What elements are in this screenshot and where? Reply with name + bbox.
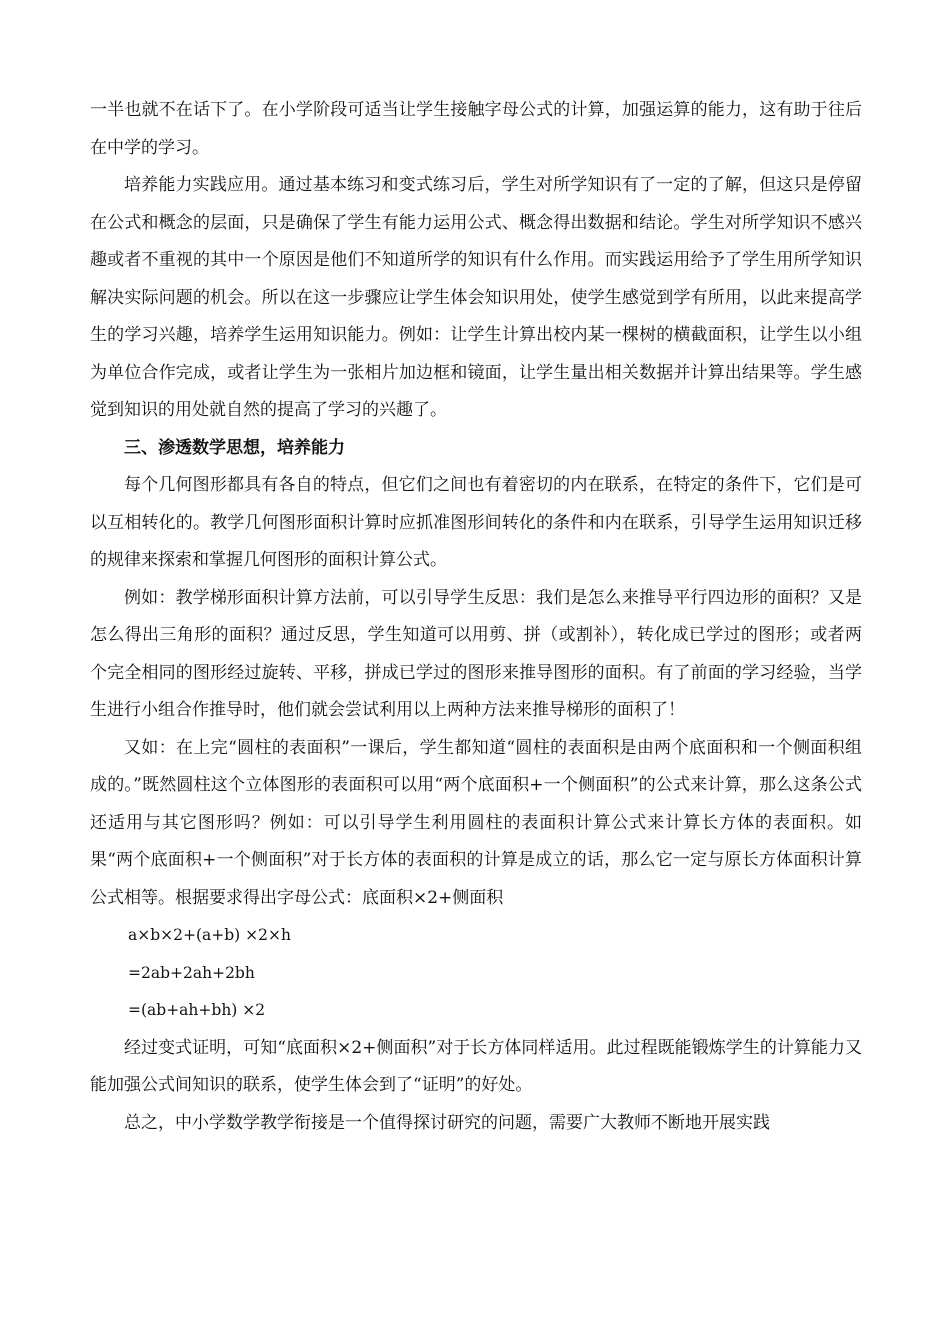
paragraph-7: 总之，中小学数学教学衔接是一个值得探讨研究的问题，需要广大教师不断地开展实践 [124,1112,770,1133]
formula-line-2: =2ab+2ah+2bh [128,963,255,982]
paragraph-3: 每个几何图形都具有各自的特点，但它们之间也有着密切的内在联系，在特定的条件下，它们是可以互相转化的。教学几何图形面积计算时应抓准图形间转化的条件和内在联系，引导学生运用知识迁移的规律来探索和掌握几何图形的面积计算公式。 [90,475,862,570]
formula-line-3: =(ab+ah+bh) ×2 [128,1001,266,1019]
document-body [90,92,862,1142]
section-heading-3: 三、渗透数学思想，培养能力 [124,437,345,458]
paragraph-1: 一半也就不在话下了。在小学阶段可适当让学生接触字母公式的计算，加强运算的能力，这有助于往后在中学的学习。 [90,100,862,158]
paragraph-5: 又如：在上完“圆柱的表面积”一课后，学生都知道“圆柱的表面积是由两个底面积和一个侧面积组成的。”既然圆柱这个立体图形的表面积可以用“两个底面积+一个侧面积”的公式来计算，那么这条公式还适用与其它图形吗？例如：可以引导学生利用圆柱的表面积计算公式来计算长方体的表面积。如果“两个底面积+一个侧面积”对于长方体的表面积的计算是成立的话，那么它一定与原长方体面积计算公式相等。根据要求得出字母公式：底面积×2+侧面积 [90,737,862,908]
formula-line-1: a×b×2+(a+b) ×2×h [128,926,291,944]
paragraph-2: 培养能力实践应用。通过基本练习和变式练习后，学生对所学知识有了一定的了解，但这只是停留在公式和概念的层面，只是确保了学生有能力运用公式、概念得出数据和结论。学生对所学知识不感兴趣或者不重视的其中一个原因是他们不知道所学的知识有什么作用。而实践运用给予了学生用所学知识解决实际问题的机会。所以在这一步骤应让学生体会知识用处，使学生感觉到学有所用，以此来提高学生的学习兴趣，培养学生运用知识能力。例如：让学生计算出校内某一棵树的横截面积，让学生以小组为单位合作完成，或者让学生为一张相片加边框和镜面，让学生量出相关数据并计算出结果等。学生感觉到知识的用处就自然的提高了学习的兴趣了。 [90,175,862,420]
paragraph-6: 经过变式证明，可知“底面积×2+侧面积”对于长方体同样适用。此过程既能锻炼学生的计算能力又能加强公式间知识的联系，使学生体会到了“证明”的好处。 [90,1037,862,1095]
paragraph-4: 例如：教学梯形面积计算方法前，可以引导学生反思：我们是怎么来推导平行四边形的面积？又是怎么得出三角形的面积？通过反思，学生知道可以用剪、拼（或割补），转化成已学过的图形；或者两个完全相同的图形经过旋转、平移，拼成已学过的图形来推导图形的面积。有了前面的学习经验，当学生进行小组合作推导时，他们就会尝试利用以上两种方法来推导梯形的面积了！ [90,587,862,720]
